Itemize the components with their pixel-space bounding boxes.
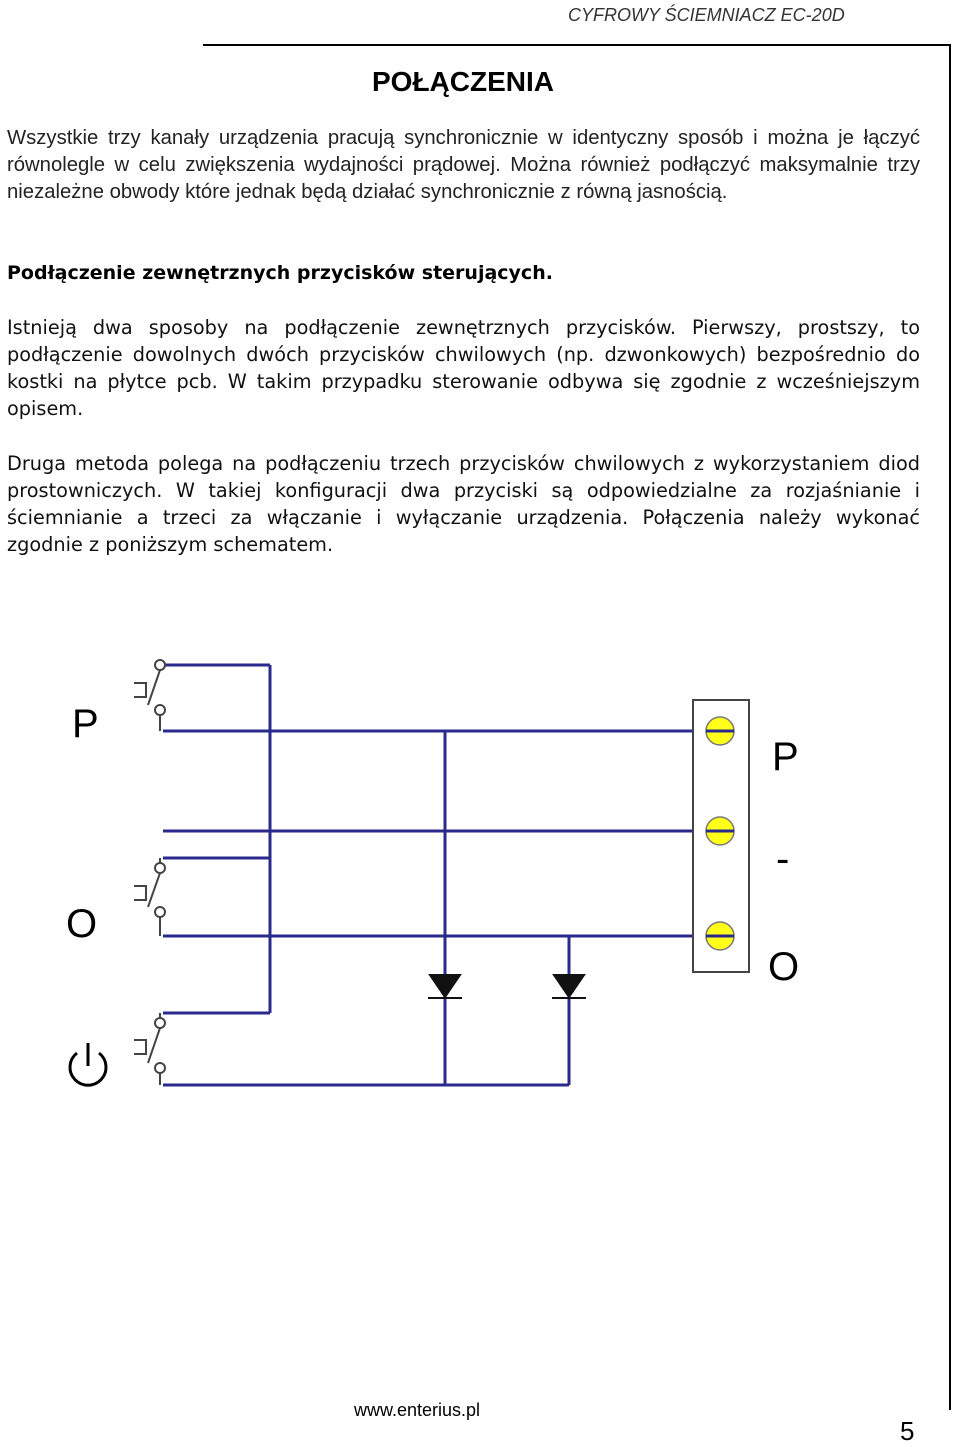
intro-paragraph: Wszystkie trzy kanały urządzenia pracują synchronicznie w identyczny sposób i można je łączyć równolegle w celu zwiększenia wydajności prądowej. Można również podłączyć maksymalnie trzy niezależne obwody które jednak będą działać synchronicznie z równą jasnością. bbox=[7, 127, 920, 203]
header-rule bbox=[203, 44, 951, 46]
label-button-o: O bbox=[66, 902, 98, 946]
button-power bbox=[134, 1013, 165, 1085]
footer-url[interactable]: www.enterius.pl bbox=[354, 1400, 481, 1420]
page-number: 5 bbox=[900, 1416, 915, 1446]
button-o bbox=[134, 858, 165, 936]
body-paragraph-2: Druga metoda polega na podłączeniu trzech przycisków chwilowych z wykorzystaniem diod prostowniczych. W takiej konfiguracji dwa przyciski są odpowiedzialne za rozjaśnianie i ściemnianie a trzeci za włączanie i wyłączanie urządzenia. Połączenia należy wykonać zgodnie z poniższym schematem. bbox=[7, 452, 920, 556]
diode-1 bbox=[428, 975, 462, 998]
label-terminal-p: P bbox=[772, 735, 799, 779]
document-header-title: CYFROWY ŚCIEMNIACZ EC-20D bbox=[568, 5, 845, 25]
body-paragraph-1: Istnieją dwa sposoby na podłączenie zewnętrznych przycisków. Pierwszy, prostszy, to podłączenie dowolnych dwóch przycisków chwilowych (np. dzwonkowych) bezpośrednio do kostki na płytce pcb. W takim przypadku sterowanie odbywa się zgodnie z wcześniejszym opisem. bbox=[7, 316, 920, 420]
label-button-p: P bbox=[72, 702, 99, 746]
section-title: POŁĄCZENIA bbox=[372, 66, 554, 97]
button-p bbox=[134, 660, 165, 731]
diode-2 bbox=[552, 975, 586, 998]
power-icon bbox=[70, 1043, 106, 1085]
label-terminal-o: O bbox=[768, 945, 800, 989]
wiring-schematic bbox=[0, 600, 960, 1120]
subheading: Podłączenie zewnętrznych przycisków sterujących. bbox=[7, 262, 553, 284]
label-terminal-minus: - bbox=[776, 837, 790, 881]
